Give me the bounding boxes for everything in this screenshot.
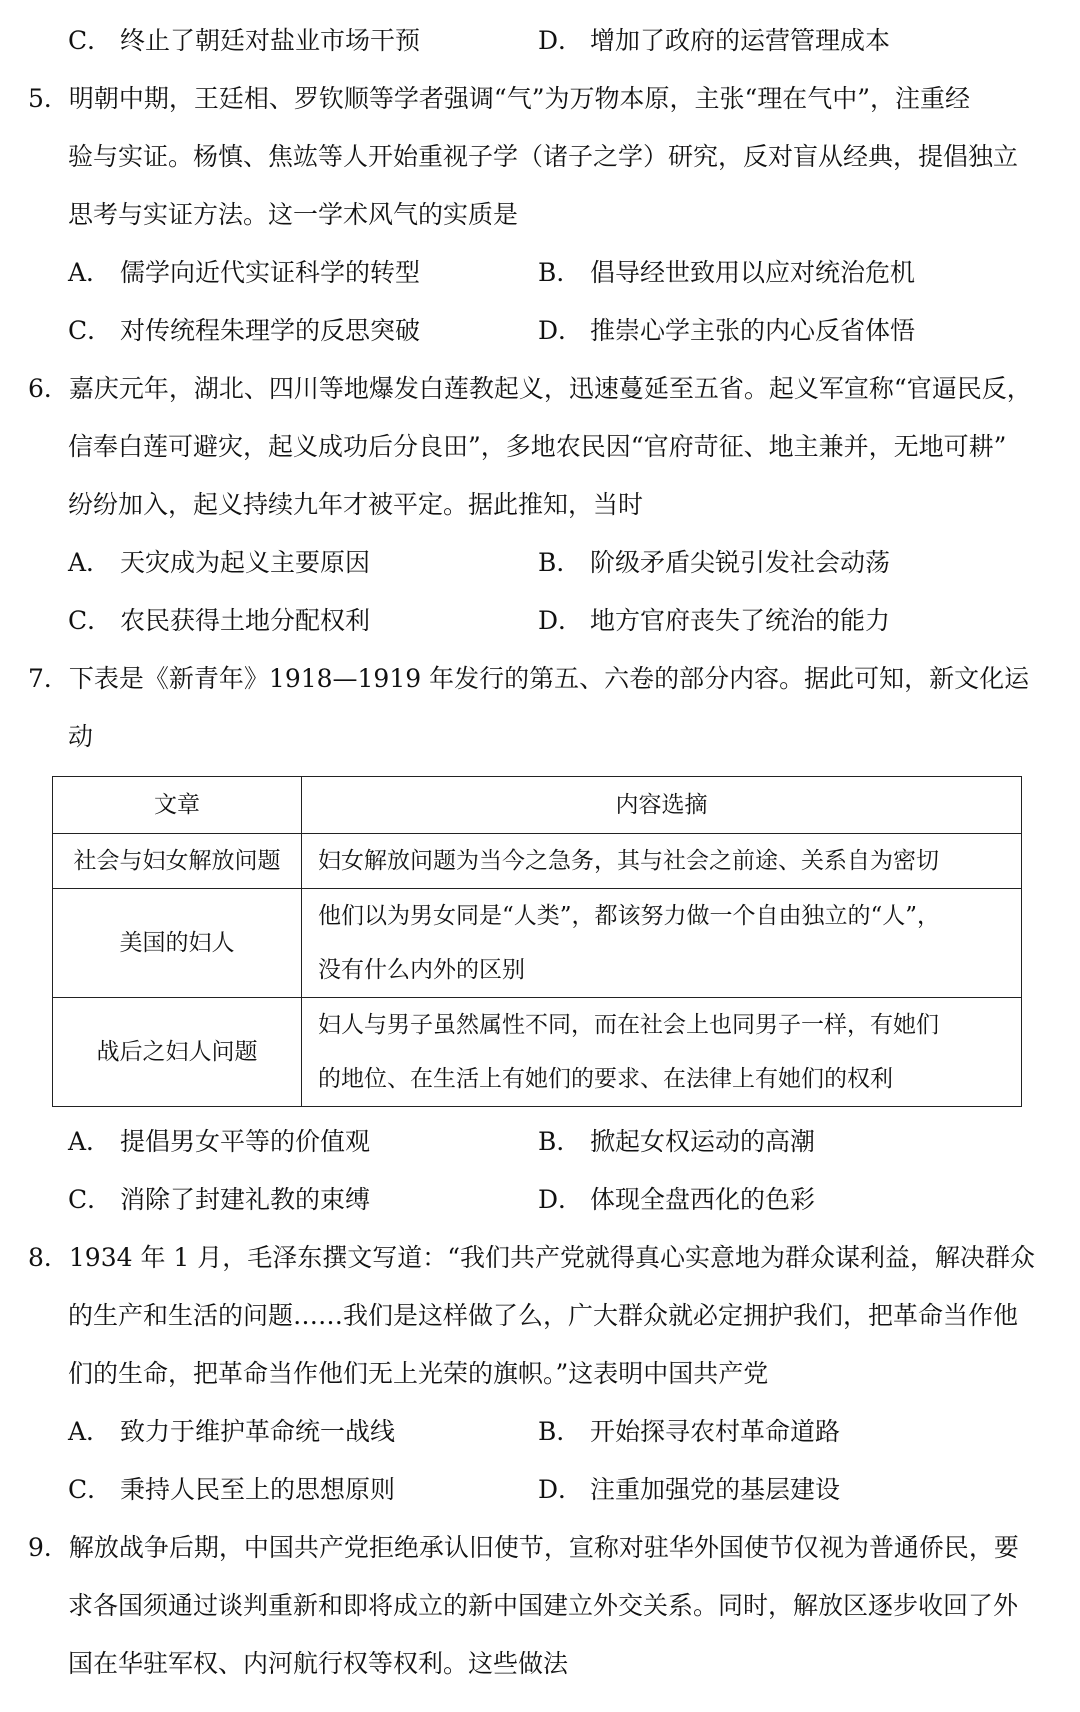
- q7-option-c[interactable]: C． 消除了封建礼教的束缚: [68, 1185, 371, 1214]
- q7-stem: 7．下表是《新青年》1918—1919 年发行的第五、六卷的部分内容。据此可知，新文化运 动: [28, 650, 1050, 766]
- q5-options: [28, 244, 1050, 360]
- table-cell-content: 他们以为男女同是“人类”，都该努力做一个自由独立的“人”， 没有什么内外的区别: [302, 889, 1022, 998]
- q5-option-d[interactable]: D． 推崇心学主张的内心反省体悟: [538, 316, 916, 345]
- q5-option-c[interactable]: C． 对传统程朱理学的反思突破: [68, 316, 421, 345]
- q8-option-b[interactable]: B． 开始探寻农村革命道路: [538, 1417, 841, 1446]
- q9-number: 9．: [28, 1533, 69, 1562]
- q5-option-a[interactable]: A． 儒学向近代实证科学的转型: [68, 258, 421, 287]
- q7-option-d[interactable]: D． 体现全盘西化的色彩: [538, 1185, 816, 1214]
- q8-option-c[interactable]: C． 秉持人民至上的思想原则: [68, 1475, 396, 1504]
- q5-number: 5．: [28, 84, 69, 113]
- q6-option-a[interactable]: A． 天灾成为起义主要原因: [68, 548, 371, 577]
- q6-number: 6．: [28, 374, 69, 403]
- q7-option-b[interactable]: B． 掀起女权运动的高潮: [538, 1127, 816, 1156]
- q5-option-b[interactable]: B． 倡导经世致用以应对统治危机: [538, 258, 916, 287]
- q8-number: 8．: [28, 1243, 69, 1272]
- table-cell-content: 妇人与男子虽然属性不同，而在社会上也同男子一样，有她们 的地位、在生活上有她们的要求、在法律上有她们的权利: [302, 998, 1022, 1107]
- q4-option-d[interactable]: D． 增加了政府的运营管理成本: [538, 26, 891, 55]
- q6-option-c[interactable]: C． 农民获得土地分配权利: [68, 606, 371, 635]
- table-row: [53, 889, 1022, 998]
- q7-option-a[interactable]: A． 提倡男女平等的价值观: [68, 1127, 371, 1156]
- q5-stem: 5．明朝中期，王廷相、罗钦顺等学者强调“气”为万物本原，主张“理在气中”，注重经 验与实证。杨慎、焦竑等人开始重视子学（诸子之学）研究，反对盲从经典，提倡独立 思考与实证方法。这一学术风气的实质是: [28, 70, 1050, 244]
- table-header-row: [53, 777, 1022, 834]
- q8-stem: 8．1934 年 1 月，毛泽东撰文写道：“我们共产党就得真心实意地为群众谋利益，解决群众 的生产和生活的问题……我们是这样做了么，广大群众就必定拥护我们，把革命当作他 们的生命，把革命当作他们无上光荣的旗帜。”这表明中国共产党: [28, 1229, 1050, 1403]
- q4-options: [28, 12, 1050, 70]
- q6-stem: 6．嘉庆元年，湖北、四川等地爆发白莲教起义，迅速蔓延至五省。起义军宣称“官逼民反， 信奉白莲可避灾，起义成功后分良田”，多地农民因“官府苛征、地主兼并，无地可耕” 纷纷加入，起义持续九年才被平定。据此推知，当时: [28, 360, 1050, 534]
- table-header-article: 文章: [53, 777, 302, 834]
- q9-stem: 9．解放战争后期，中国共产党拒绝承认旧使节，宣称对驻华外国使节仅视为普通侨民，要 求各国须通过谈判重新和即将成立的新中国建立外交关系。同时，解放区逐步收回了外 国在华驻军权、内河航行权等权利。这些做法: [28, 1519, 1050, 1693]
- table-row: [53, 834, 1022, 889]
- table-row: [53, 998, 1022, 1107]
- table-header-excerpt: 内容选摘: [302, 777, 1022, 834]
- q7-options: [28, 1113, 1050, 1229]
- q8-option-d[interactable]: D． 注重加强党的基层建设: [538, 1475, 841, 1504]
- table-cell-title: 战后之妇人问题: [53, 998, 302, 1107]
- q8-option-a[interactable]: A． 致力于维护革命统一战线: [68, 1417, 396, 1446]
- q6-option-b[interactable]: B． 阶级矛盾尖锐引发社会动荡: [538, 548, 891, 577]
- table-cell-title: 美国的妇人: [53, 889, 302, 998]
- q8-options: [28, 1403, 1050, 1519]
- q6-options: [28, 534, 1050, 650]
- q4-option-c[interactable]: C． 终止了朝廷对盐业市场干预: [68, 26, 421, 55]
- q6-option-d[interactable]: D． 地方官府丧失了统治的能力: [538, 606, 891, 635]
- q7-number: 7．: [28, 664, 69, 693]
- table-cell-content: 妇女解放问题为当今之急务，其与社会之前途、关系自为密切: [302, 834, 1022, 889]
- table-cell-title: 社会与妇女解放问题: [53, 834, 302, 889]
- q7-table: [52, 776, 1022, 1107]
